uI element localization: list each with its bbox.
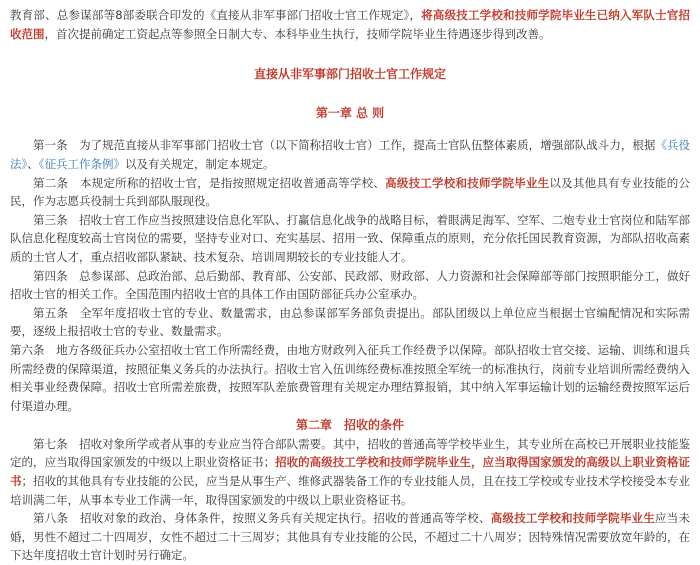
intro-text: 教育部、总参谋部等8部委联合印发的《直接从非军事部门招收士官工作规定》，	[10, 8, 422, 22]
chapter-two-heading: 第二章 招收的条件	[295, 418, 404, 433]
article-2	[10, 174, 690, 211]
article-3: 第三条 招收士官工作应当按照建设信息化军队、打赢信息化战争的战略目标，着眼满足海军、空军、二炮专业士官岗位和陆军部队信息化程度较高士官岗位的需要，坚持专业对口、充实基层、招用一致、保障重点的原则，充分依托国民教育资源，为部队招收高素质的士官人才，重点招收部队紧缺、技术复杂、培训周期较长的专业技能人才。	[10, 212, 690, 264]
article-6: 第六条 地方各级征兵办公室招收士官工作所需经费，由地方财政列入征兵工作经费予以保障。部队招收士官交接、运输、训练和退兵所需经费的保障渠道，按照征集义务兵的办法执行。招收士官入伍训练经费标准按照全军统一的标准执行，岗前专业培训所需经费纳入相关事业经费保障。招收士官所需差旅费，按照军队差旅费管理有关规定办理结算报销，其中纳入军事运输计划的运输经费按照军运后付渠道办理。	[10, 342, 690, 413]
article-1-text-end: 以及有关规定，制定本规定。	[125, 156, 275, 171]
article-1	[10, 136, 690, 173]
article-2-text-end: 以及其他具有专业技能的公民，作为志愿兵役制士兵到部队服现役。	[10, 175, 691, 209]
chapter-one-heading: 第一章 总 则	[315, 105, 385, 120]
military-service-law-link[interactable]: 《兵役法》	[10, 138, 691, 171]
conscription-regulations-link[interactable]: 《征兵工作条例》	[38, 156, 125, 171]
article-4: 第四条 总参谋部、总政治部、总后勤部、教育部、公安部、民政部、财政部、人力资源和社会保障部等部门按照职能分工，做好招收士官的相关工作。全国范围内招收士官的具体工作由国防部征兵办公室承办。	[10, 268, 690, 302]
intro-paragraph	[10, 6, 690, 43]
article-7	[10, 435, 690, 509]
article-1-text: 第一条 为了规范直接从非军事部门招收士官（以下简称招收士官）工作，提高士官队伍整体素质，增强部队战斗力，根据	[33, 138, 656, 153]
intro-text-end: ，首次提前确定工资起点等参照全日制大专、本科毕业生执行，技师学院毕业生待遇逐步得到改善。	[44, 26, 551, 41]
article-8-text: 第八条 招收对象的政治、身体条件，按照义务兵有关规定执行。招收的普通高等学校、	[33, 511, 491, 526]
article-2-text: 第二条 本规定所称的招收士官，是指按照规定招收普通高等学校、	[33, 175, 386, 190]
article-5: 第五条 全军年度招收士官的专业、数量需求，由总参谋部军务部负责提出。部队团级以上单位应当根据士官编配情况和实际需要，逐级上报招收士官的专业、数量需求。	[10, 305, 690, 339]
article-8-highlight: 高级技工学校和技师学院毕业生	[490, 511, 656, 526]
article-2-highlight: 高级技工学校和技师学院毕业生	[385, 175, 550, 190]
article-8	[10, 509, 690, 565]
article-7-text: 第七条 招收对象所学或者从事的专业应当符合部队需要。其中，招收的普通高等学校毕业生，其专业所在高校已开展职业技能鉴定的，应当取得国家颁发的中级以上职业资格证书；	[10, 436, 690, 470]
article-7-highlight: 招收的高级技工学校和技师学院毕业生，应当取得国家颁发的高级以上职业资格证书	[10, 455, 691, 489]
article-7-text-end: ；招收的其他具有专业技能的公民，应当是从事生产、维修武器装备工作的专业技能人员，且在技工学校或专业技术学校接受本专业培训满二年，从事本专业工作满一年，取得国家颁发的中级以上职业资格证书。	[10, 474, 690, 507]
intro-highlight: 将高级技工学校和技师学院毕业生已纳入军队士官招收范围	[10, 8, 691, 41]
document-title: 直接从非军事部门招收士官工作规定	[253, 67, 446, 82]
article-1-separator: 、	[27, 156, 39, 171]
article-8-text-end: 应当未婚，男性不超过二十四周岁，女性不超过二十三周岁；其他具有专业技能的公民，不超过二十八周岁；因特殊情况需要放宽年龄的，在下达年度招收士官计划时另行确定。	[10, 511, 691, 563]
